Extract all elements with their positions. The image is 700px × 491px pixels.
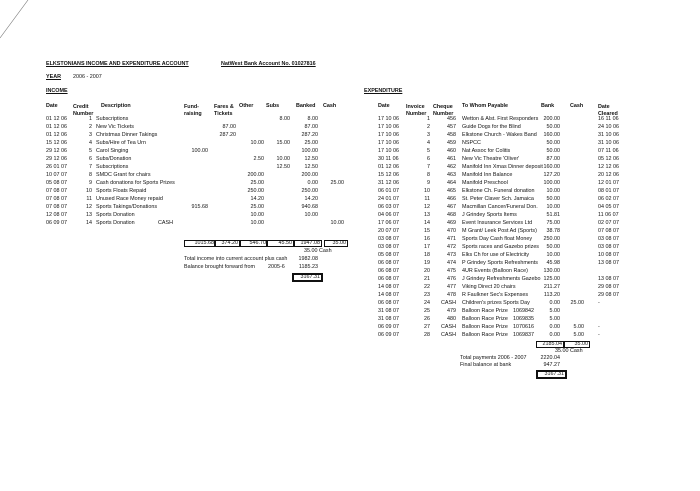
exp-cell-invoice: 10 (424, 188, 430, 194)
exp-cell-payee: Children's prizes Sports Day (462, 300, 530, 306)
income-cell-number: 7 (89, 164, 92, 170)
exp-cell-cheque: 479 (447, 308, 456, 314)
exp-total-bank: 2185.04 (536, 341, 564, 348)
exp-cell-payee: Guide Dogs for the Blind (462, 124, 521, 130)
year-label: YEAR (46, 74, 61, 80)
income-total-subs: 45.50 (266, 240, 294, 247)
exp-cell-date: 06 03 07 (378, 204, 399, 210)
exp-cell-cheque: 459 (447, 140, 456, 146)
exp-cell-cheque: 462 (447, 164, 456, 170)
income-total-cash: 35.00 (324, 240, 348, 247)
exp-cell-date: 06 08 07 (378, 260, 399, 266)
exp-cell-cash: 5.00 (573, 324, 584, 330)
exp-cell-payee: R Faulkner Sec's Expenses (462, 292, 529, 298)
exp-cell-bank: 125.00 (543, 276, 560, 282)
exp-cell-cleared: 02 07 07 (598, 220, 619, 226)
exp-cell-payee: Manifold Inn Balance (462, 172, 513, 178)
income-cell-banked: 12.50 (304, 164, 318, 170)
exp-cell-payee: Viking Direct 20 chairs (462, 284, 516, 290)
income-cell-description: Subscriptions (96, 116, 129, 122)
exp-cell-payee: Balloon Race Prize (462, 316, 508, 322)
exp-cell-bank: 0.00 (549, 332, 560, 338)
summary-bf-value: 1185.23 (298, 264, 318, 270)
income-col-fund-raising: Fund- raising (184, 104, 202, 117)
income-grand-total: 3167.31 (292, 273, 323, 282)
exp-cell-cheque: 474 (447, 260, 456, 266)
exp-cell-bank: 0.00 (549, 324, 560, 330)
income-cell-date: 07 08 07 (46, 188, 67, 194)
summary-bf-label: Balance brought forward from (184, 264, 256, 270)
exp-cell-cleared: 07 11 06 (598, 148, 619, 154)
income-cell-date: 29 12 06 (46, 148, 67, 154)
income-cell-date: 07 08 07 (46, 204, 67, 210)
exp-cell-ref: 1070616 (513, 324, 534, 330)
exp-cell-date: 05 08 07 (378, 252, 399, 258)
exp-cell-date: 24 01 07 (378, 196, 399, 202)
income-cell-number: 9 (89, 180, 92, 186)
exp-cell-invoice: 24 (424, 300, 430, 306)
income-cell-other: 250.00 (247, 188, 264, 194)
exp-cell-invoice: 26 (424, 316, 430, 322)
exp-grand-total: 3167.31 (536, 370, 567, 379)
exp-cell-invoice: 18 (424, 252, 430, 258)
exp-cell-bank: 38.78 (546, 228, 560, 234)
exp-cell-invoice: 19 (424, 260, 430, 266)
exp-cell-date: 01 12 06 (378, 164, 399, 170)
income-cell-description: Sports Donation (96, 212, 135, 218)
exp-cell-date: 04 06 07 (378, 212, 399, 218)
exp-cell-bank: 200.00 (543, 116, 560, 122)
income-cell-date: 26 01 07 (46, 164, 67, 170)
exp-cell-date: 17 10 06 (378, 140, 399, 146)
income-cell-cash: 10.00 (330, 220, 344, 226)
exp-cell-cleared: - (598, 300, 600, 306)
income-heading: INCOME (46, 88, 68, 94)
income-cell-banked: 287.20 (301, 132, 318, 138)
income-cell-number: 10 (86, 188, 92, 194)
exp-cell-cheque: 480 (447, 316, 456, 322)
exp-cell-cleared: - (598, 324, 600, 330)
income-cell-subs: 8.00 (279, 116, 290, 122)
exp-cell-invoice: 23 (424, 292, 430, 298)
exp-cell-cheque: 463 (447, 172, 456, 178)
income-cell-other: 25.00 (250, 204, 264, 210)
exp-cell-cheque: 464 (447, 180, 456, 186)
exp-cash-note: 35.00 Cash (555, 348, 583, 354)
exp-cell-cheque: 472 (447, 244, 456, 250)
income-cell-fares: 287.20 (219, 132, 236, 138)
exp-cell-invoice: 27 (424, 324, 430, 330)
income-cell-date: 29 12 06 (46, 156, 67, 162)
income-cell-description: Sports Takings/Donations (96, 204, 158, 210)
exp-cell-payee: M Grant/ Leek Post Ad (Sports) (462, 228, 537, 234)
income-cell-banked: 100.00 (301, 148, 318, 154)
income-cell-banked: 14.20 (304, 196, 318, 202)
exp-cell-cheque: 473 (447, 252, 456, 258)
final-balance-label: Final balance at bank (460, 362, 512, 368)
exp-cell-payee: Nat Assoc for Colitis (462, 148, 511, 154)
exp-cell-date: 31 08 07 (378, 308, 399, 314)
exp-col-cash: Cash (570, 103, 584, 109)
income-cell-other: 10.00 (250, 212, 264, 218)
income-cell-banked: 8.00 (307, 116, 318, 122)
income-cell-description: Subs/Donation (96, 156, 132, 162)
income-cell-other: 10.00 (250, 140, 264, 146)
exp-cell-payee: Wetton & Alst. First Responders (462, 116, 539, 122)
income-cell-date: 06 09 07 (46, 220, 67, 226)
exp-cell-bank: 10.00 (546, 188, 560, 194)
exp-cell-cheque: 458 (447, 132, 456, 138)
exp-cell-cleared: 11 06 07 (598, 212, 619, 218)
income-cell-number: 13 (86, 212, 92, 218)
exp-cell-payee: Elks Ch for use of Electricity (462, 252, 530, 258)
income-cell-description: Subscriptions (96, 164, 129, 170)
exp-cell-payee: Sports races and Gazebo prizes (462, 244, 540, 250)
income-cell-number: 12 (86, 204, 92, 210)
exp-cell-invoice: 13 (424, 212, 430, 218)
exp-cell-bank: 130.00 (543, 268, 560, 274)
exp-cell-payee: Macmillan Cancer/Funeral Don. (462, 204, 538, 210)
exp-cell-payee: Elkstone Church - Wakes Band (462, 132, 537, 138)
income-col-subs: Subs (266, 103, 280, 109)
income-total-fares: 374.20 (214, 240, 240, 247)
exp-cell-date: 14 08 07 (378, 284, 399, 290)
income-cell-subs: 15.00 (276, 140, 290, 146)
exp-cell-invoice: 9 (427, 180, 430, 186)
income-cell-date: 01 12 06 (46, 124, 67, 130)
exp-cell-cleared: 13 08 07 (598, 260, 619, 266)
total-payments-label: Total payments 2006 - 2007 (460, 355, 527, 361)
income-cell-number: 4 (89, 140, 92, 146)
exp-cell-date: 31 12 06 (378, 180, 399, 186)
exp-cell-payee: Balloon Race Prize (462, 324, 508, 330)
exp-cell-invoice: 12 (424, 204, 430, 210)
exp-cell-bank: 250.00 (543, 236, 560, 242)
exp-cell-bank: 127.20 (543, 172, 560, 178)
exp-cell-payee: New Vic Theatre 'Oliver' (462, 156, 520, 162)
exp-cell-date: 17 10 06 (378, 148, 399, 154)
exp-cell-bank: 50.00 (546, 196, 560, 202)
exp-cell-date: 17 06 07 (378, 220, 399, 226)
exp-cell-ref: 1069835 (513, 316, 534, 322)
exp-cell-cleared: 03 08 07 (598, 244, 619, 250)
page-title: ELKSTONIANS INCOME AND EXPENDITURE ACCOUNT (46, 61, 189, 67)
exp-cell-payee: Event Insurance Services Ltd (462, 220, 533, 226)
exp-col-cheque-number: Cheque Number (433, 104, 454, 117)
income-cell-other: 25.00 (250, 180, 264, 186)
exp-cell-cleared: 31 10 06 (598, 140, 619, 146)
exp-cell-cheque: 476 (447, 276, 456, 282)
income-col-fares-tickets: Fares & Tickets (214, 104, 234, 117)
exp-cell-date: 17 10 06 (378, 132, 399, 138)
exp-cell-invoice: 21 (424, 276, 430, 282)
exp-cell-payee: Balloon Race Prize (462, 308, 508, 314)
exp-col-bank: Bank (541, 103, 555, 109)
exp-cell-cleared: 12 12 06 (598, 164, 619, 170)
income-cell-date: 05 08 07 (46, 180, 67, 186)
exp-cell-cleared: 03 08 07 (598, 236, 619, 242)
income-cell-number: 3 (89, 132, 92, 138)
exp-cell-date: 20 07 07 (378, 228, 399, 234)
exp-cell-invoice: 6 (427, 156, 430, 162)
exp-cell-date: 30 11 06 (378, 156, 399, 162)
exp-cell-invoice: 20 (424, 268, 430, 274)
exp-cell-payee: Balloon Race Prize (462, 332, 508, 338)
final-balance-value: 947.27 (543, 362, 560, 368)
exp-cell-bank: 160.00 (543, 164, 560, 170)
exp-cell-bank: 5.00 (549, 316, 560, 322)
exp-cell-invoice: 11 (424, 196, 430, 202)
exp-cell-cleared: 29 08 07 (598, 284, 619, 290)
income-cell-banked: 10.00 (304, 212, 318, 218)
exp-cell-cash: 25.00 (570, 300, 584, 306)
income-cell-fund: 915.68 (191, 204, 208, 210)
exp-cell-ref: 1069837 (513, 332, 534, 338)
exp-cell-bank: 45.98 (546, 260, 560, 266)
exp-cell-invoice: 17 (424, 244, 430, 250)
income-cell-description: Sports Floats Repaid (96, 188, 147, 194)
exp-cell-invoice: 25 (424, 308, 430, 314)
exp-cell-date: 06 08 07 (378, 276, 399, 282)
exp-cell-cheque: 475 (447, 268, 456, 274)
exp-cell-invoice: 5 (427, 148, 430, 154)
exp-cell-payee: J Grindey Sports Items (462, 212, 517, 218)
exp-cell-invoice: 16 (424, 236, 430, 242)
income-cell-number: 6 (89, 156, 92, 162)
income-col-cash: Cash (323, 103, 337, 109)
income-cell-description: Unused Race Money repaid (96, 196, 163, 202)
exp-cell-cleared: 29 08 07 (598, 292, 619, 298)
income-cell-number: 14 (86, 220, 92, 226)
exp-cell-date: 06 08 07 (378, 300, 399, 306)
exp-cell-date: 06 09 07 (378, 324, 399, 330)
income-cell-description: Cash donations for Sports Prizes (96, 180, 175, 186)
exp-cell-cleared: - (598, 332, 600, 338)
exp-cell-invoice: 1 (427, 116, 430, 122)
exp-cell-date: 06 01 07 (378, 188, 399, 194)
income-cell-number: 5 (89, 148, 92, 154)
income-cell-cash-flag: CASH (158, 220, 173, 226)
income-cell-number: 8 (89, 172, 92, 178)
total-payments-value: 2220.04 (540, 355, 560, 361)
exp-cell-bank: 75.00 (546, 220, 560, 226)
scan-corner-line (0, 0, 30, 40)
exp-cell-invoice: 28 (424, 332, 430, 338)
income-col-description: Description (101, 103, 131, 109)
income-total-fund: 1015.68 (184, 240, 216, 247)
income-cell-fund: 100.00 (191, 148, 208, 154)
exp-cell-cleared: 08 01 07 (598, 188, 619, 194)
exp-cell-date: 06 08 07 (378, 268, 399, 274)
exp-cell-bank: 211.27 (543, 284, 560, 290)
income-cell-banked: 200.00 (301, 172, 318, 178)
exp-col-invoice-number: Invoice Number (406, 104, 427, 117)
income-total-other: 546.70 (240, 240, 268, 247)
exp-cell-cleared: 07 08 07 (598, 228, 619, 234)
exp-cell-payee: 4UR Events (Balloon Race) (462, 268, 528, 274)
exp-cell-payee: Sports Day Cash float Money (462, 236, 533, 242)
exp-cell-cheque: 468 (447, 212, 456, 218)
exp-total-cash: 35.00 (564, 341, 590, 348)
income-total-banked: 1947.08 (294, 240, 322, 247)
exp-cell-bank: 5.00 (549, 308, 560, 314)
income-cell-description: Subs/Hire of Tea Urn (96, 140, 146, 146)
income-cell-other: 2.50 (253, 156, 264, 162)
exp-cell-cheque: CASH (441, 324, 456, 330)
summary-income-label: Total income into current account plus cash (184, 256, 288, 262)
exp-cell-bank: 50.00 (546, 124, 560, 130)
income-cell-description: Christmas Dinner Takings (96, 132, 158, 138)
exp-cell-payee: Elkstone Ch. Funeral donation (462, 188, 535, 194)
income-cell-description: Sports Donation (96, 220, 135, 226)
exp-cell-payee: Manifold Inn Xmas Dinner deposit (462, 164, 543, 170)
income-cell-date: 01 12 06 (46, 116, 67, 122)
income-cell-other: 200.00 (247, 172, 264, 178)
exp-cell-cleared: 24 10 06 (598, 124, 619, 130)
income-cell-banked: 250.00 (301, 188, 318, 194)
exp-col-date: Date (378, 103, 390, 109)
exp-cell-cheque: 478 (447, 292, 456, 298)
exp-cell-payee: NSPCC (462, 140, 481, 146)
expenditure-heading: EXPENDITURE (364, 88, 403, 94)
exp-cell-payee: P Grindey Sports Refreshments (462, 260, 539, 266)
exp-cell-bank: 100.00 (543, 180, 560, 186)
income-cell-banked: 87.00 (304, 124, 318, 130)
income-cell-subs: 12.50 (276, 164, 290, 170)
exp-cell-date: 03 08 07 (378, 244, 399, 250)
exp-cell-date: 17 10 06 (378, 124, 399, 130)
exp-cell-date: 31 08 07 (378, 316, 399, 322)
exp-cell-cheque: 460 (447, 148, 456, 154)
exp-cell-bank: 51.81 (546, 212, 560, 218)
year-value: 2006 - 2007 (73, 74, 102, 80)
exp-cell-bank: 87.00 (546, 156, 560, 162)
exp-col-payee: To Whom Payable (462, 103, 509, 109)
exp-cell-bank: 160.00 (543, 132, 560, 138)
income-cell-banked: 25.00 (304, 140, 318, 146)
income-cell-cash: 25.00 (330, 180, 344, 186)
exp-cell-invoice: 14 (424, 220, 430, 226)
exp-cell-cheque: 461 (447, 156, 456, 162)
exp-cell-cleared: 10 08 07 (598, 252, 619, 258)
exp-cell-bank: 50.00 (546, 148, 560, 154)
income-cash-note: 35.00 Cash (304, 248, 332, 254)
exp-cell-date: 03 08 07 (378, 236, 399, 242)
income-col-banked: Banked (296, 103, 316, 109)
income-cell-other: 14.20 (250, 196, 264, 202)
exp-cell-cleared: 16 11 06 (598, 116, 619, 122)
exp-cell-payee: St. Peter Claver Sch. Jamaica (462, 196, 534, 202)
exp-cell-date: 17 10 06 (378, 116, 399, 122)
income-cell-banked: 12.50 (304, 156, 318, 162)
income-cell-banked: 0.00 (307, 180, 318, 186)
exp-cell-invoice: 8 (427, 172, 430, 178)
exp-cell-bank: 50.00 (546, 244, 560, 250)
exp-cell-cleared: 04 05 07 (598, 204, 619, 210)
income-cell-date: 12 08 07 (46, 212, 67, 218)
exp-cell-cheque: 467 (447, 204, 456, 210)
exp-cell-cleared: 06 02 07 (598, 196, 619, 202)
exp-cell-cheque: 457 (447, 124, 456, 130)
exp-cell-invoice: 2 (427, 124, 430, 130)
summary-bf-year: 2005-6 (268, 264, 285, 270)
income-cell-number: 1 (89, 116, 92, 122)
exp-cell-cheque: 471 (447, 236, 456, 242)
exp-cell-cheque: 469 (447, 220, 456, 226)
income-cell-date: 10 07 07 (46, 172, 67, 178)
exp-cell-date: 14 08 07 (378, 292, 399, 298)
exp-cell-cash: 5.00 (573, 332, 584, 338)
income-cell-number: 2 (89, 124, 92, 130)
exp-cell-invoice: 7 (427, 164, 430, 170)
exp-cell-cheque: 470 (447, 228, 456, 234)
exp-cell-bank: 10.00 (546, 252, 560, 258)
exp-cell-payee: Manifold Preschool (462, 180, 508, 186)
exp-cell-ref: 1069842 (513, 308, 534, 314)
exp-col-date-cleared: Date Cleared (598, 104, 618, 117)
exp-cell-cleared: 13 08 07 (598, 276, 619, 282)
income-col-date: Date (46, 103, 58, 109)
income-cell-date: 15 12 06 (46, 140, 67, 146)
exp-cell-bank: 10.00 (546, 204, 560, 210)
income-cell-date: 07 08 07 (46, 196, 67, 202)
income-cell-date: 01 12 06 (46, 132, 67, 138)
income-cell-other: 10.00 (250, 220, 264, 226)
exp-cell-invoice: 3 (427, 132, 430, 138)
income-cell-description: New Vic Tickets (96, 124, 134, 130)
exp-cell-cleared: 20 12 06 (598, 172, 619, 178)
income-col-other: Other (239, 103, 254, 109)
exp-cell-bank: 113.20 (543, 292, 560, 298)
exp-cell-cheque: 466 (447, 196, 456, 202)
income-cell-description: Carol Singing (96, 148, 129, 154)
income-cell-number: 11 (86, 196, 92, 202)
exp-cell-date: 15 12 06 (378, 172, 399, 178)
exp-cell-cleared: 12 01 07 (598, 180, 619, 186)
exp-cell-bank: 50.00 (546, 140, 560, 146)
exp-cell-payee: J Grindey Refreshments Gazebo (462, 276, 541, 282)
exp-cell-cleared: 05 12 06 (598, 156, 619, 162)
exp-cell-cheque: 465 (447, 188, 456, 194)
bank-account: NatWest Bank Account No. 01027816 (221, 61, 316, 67)
exp-cell-date: 06 09 07 (378, 332, 399, 338)
income-cell-description: SMDC Grant for chairs (96, 172, 151, 178)
exp-cell-cheque: CASH (441, 332, 456, 338)
exp-cell-cheque: CASH (441, 300, 456, 306)
income-cell-fares: 87.00 (222, 124, 236, 130)
exp-cell-cheque: 477 (447, 284, 456, 290)
exp-cell-invoice: 22 (424, 284, 430, 290)
summary-income-value: 1982.08 (298, 256, 318, 262)
income-cell-subs: 10.00 (276, 156, 290, 162)
income-col-credit-number: Credit Number (73, 104, 94, 117)
exp-cell-cleared: 31 10 06 (598, 132, 619, 138)
income-cell-banked: 940.68 (301, 204, 318, 210)
exp-cell-invoice: 15 (424, 228, 430, 234)
exp-cell-invoice: 4 (427, 140, 430, 146)
exp-cell-bank: 0.00 (549, 300, 560, 306)
exp-cell-cheque: 456 (447, 116, 456, 122)
